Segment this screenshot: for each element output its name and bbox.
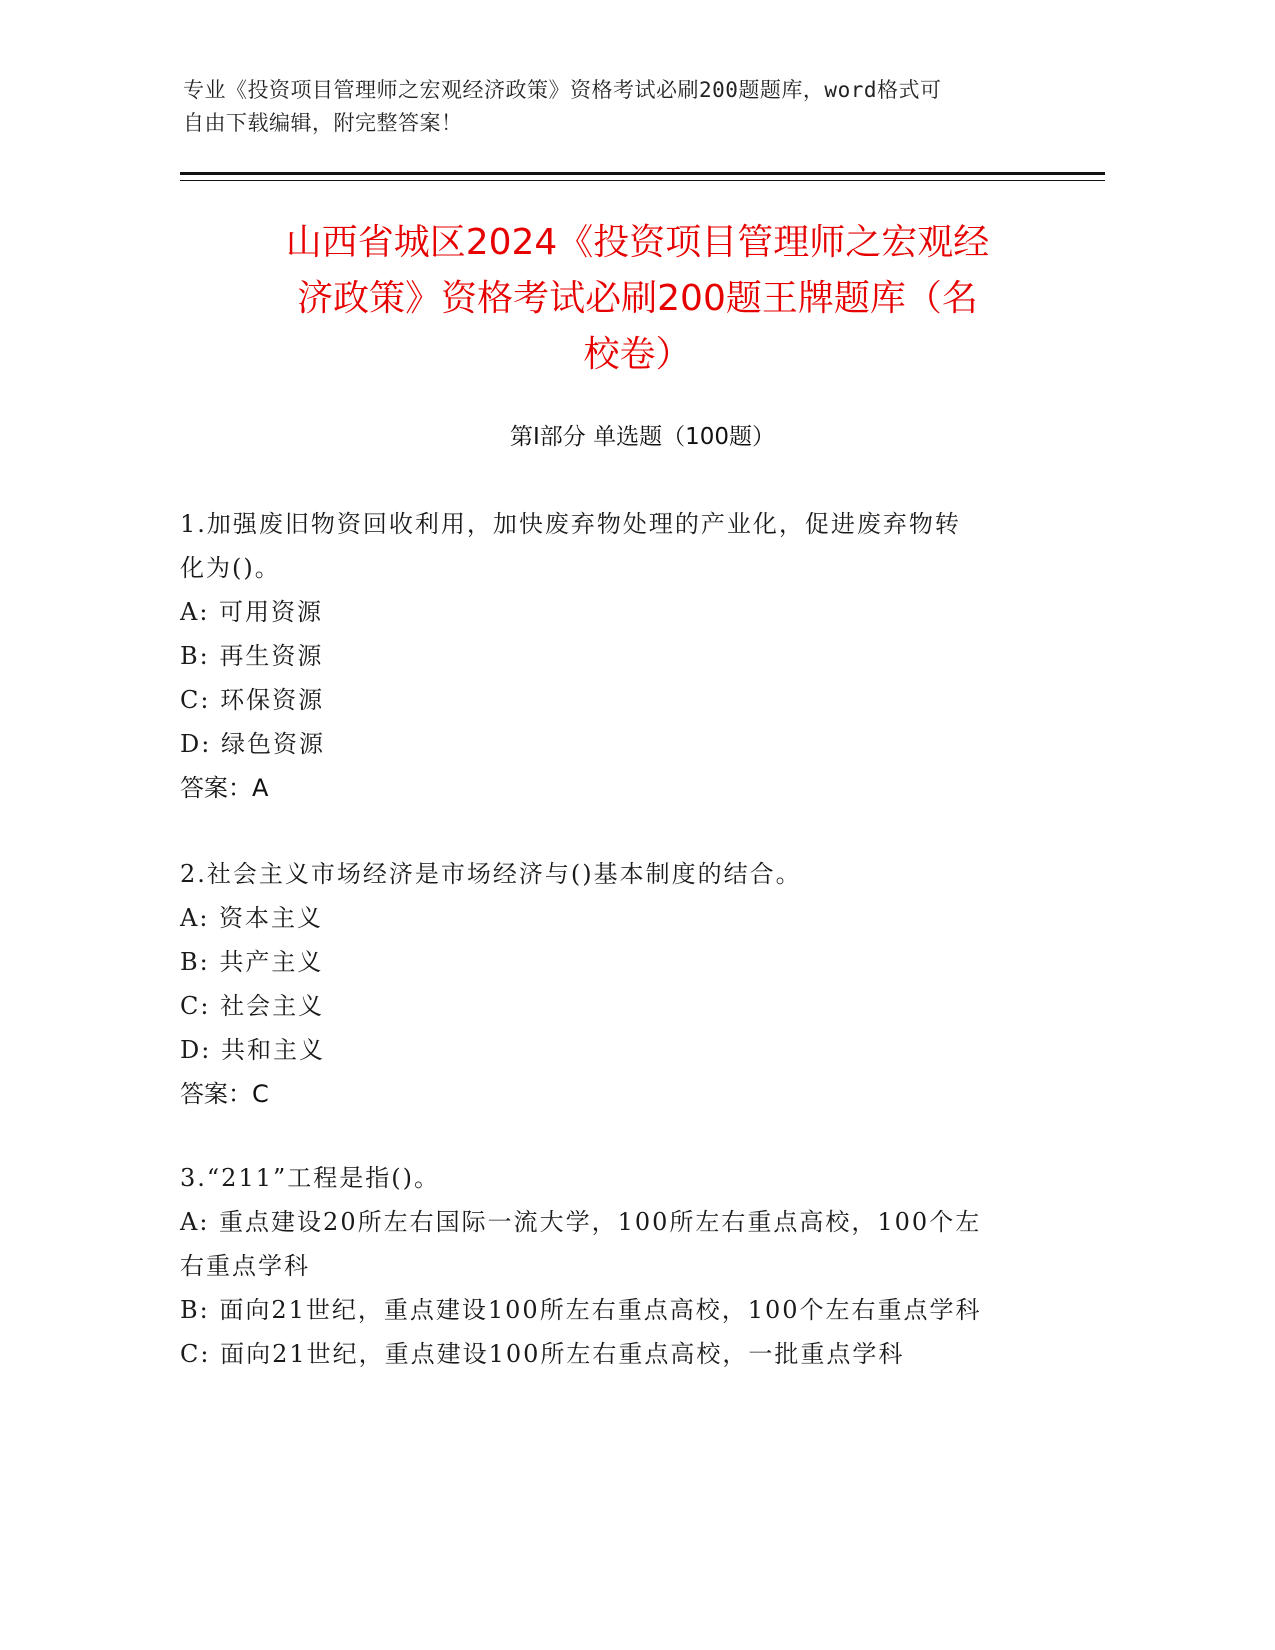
option-a-cont: 右重点学科 bbox=[180, 1252, 310, 1280]
option-b: B: 面向21世纪，重点建设100所左右重点高校，100个左右重点学科 bbox=[180, 1296, 982, 1324]
header-divider-thin bbox=[180, 180, 1105, 181]
header-divider-thick bbox=[180, 172, 1105, 175]
option-a: A: 可用资源 bbox=[180, 598, 324, 626]
option-b: B: 再生资源 bbox=[180, 642, 324, 670]
option-c: C: 社会主义 bbox=[180, 992, 325, 1020]
question-block-1 bbox=[180, 502, 1060, 810]
option-c: C: 面向21世纪，重点建设100所左右重点高校，一批重点学科 bbox=[180, 1340, 905, 1368]
option-a: A: 资本主义 bbox=[180, 904, 324, 932]
question-stem: 3.“211”工程是指()。 bbox=[180, 1164, 440, 1192]
option-d: D: 共和主义 bbox=[180, 1036, 325, 1064]
document-title bbox=[170, 215, 1105, 383]
question-block-3 bbox=[180, 1156, 1060, 1376]
option-d: D: 绿色资源 bbox=[180, 730, 325, 758]
option-c: C: 环保资源 bbox=[180, 686, 325, 714]
question-stem: 2.社会主义市场经济是市场经济与()基本制度的结合。 bbox=[180, 860, 802, 888]
option-b: B: 共产主义 bbox=[180, 948, 324, 976]
option-a: A: 重点建设20所左右国际一流大学，100所左右重点高校，100个左 bbox=[180, 1208, 982, 1236]
answer: 答案：A bbox=[180, 774, 269, 802]
question-stem-cont: 化为()。 bbox=[180, 554, 281, 582]
header-note-line-2: 自由下载编辑，附完整答案！ bbox=[183, 111, 463, 135]
question-stem: 1.加强废旧物资回收利用，加快废弃物处理的产业化，促进废弃物转 bbox=[180, 510, 961, 538]
title-line-2: 济政策》资格考试必刷200题王牌题库（名 bbox=[297, 278, 978, 319]
answer: 答案：C bbox=[180, 1080, 269, 1108]
title-line-3: 校卷） bbox=[583, 334, 692, 375]
header-note-line-1: 专业《投资项目管理师之宏观经济政策》资格考试必刷200题题库，word格式可 bbox=[183, 78, 942, 102]
section-heading: 第Ⅰ部分 单选题（100题） bbox=[510, 424, 775, 450]
question-block-2 bbox=[180, 852, 1060, 1116]
header-note bbox=[183, 74, 1063, 140]
title-line-1: 山西省城区2024《投资项目管理师之宏观经 bbox=[285, 222, 990, 263]
